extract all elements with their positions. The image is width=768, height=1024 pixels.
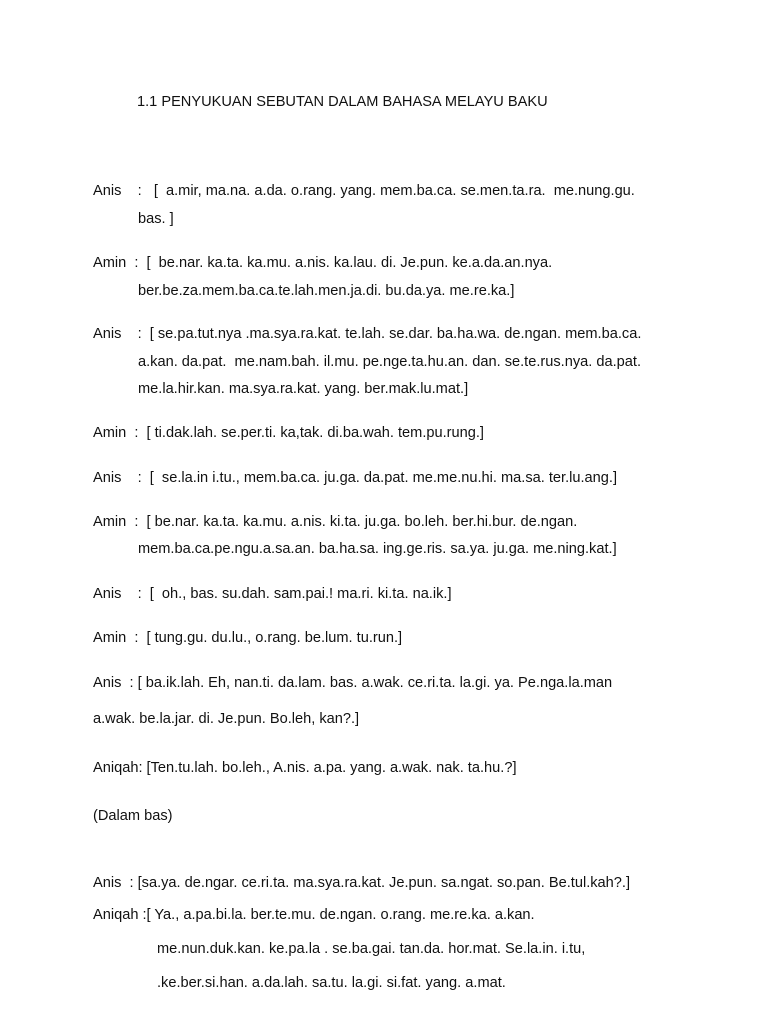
dialogue-line: a.wak. be.la.jar. di. Je.pun. Bo.leh, kan?.] <box>93 711 360 727</box>
dialogue-line: ber.be.za.mem.ba.ca.te.lah.men.ja.di. bu.da.ya. me.re.ka.] <box>138 283 515 299</box>
dialogue-line: me.nun.duk.kan. ke.pa.la . se.ba.gai. tan.da. hor.mat. Se.la.in. i.tu, <box>157 941 586 957</box>
dialogue-line: Anis : [ oh., bas. su.dah. sam.pai.! ma.ri. ki.ta. na.ik.] <box>93 586 452 602</box>
dialogue-line: Anis : [ se.la.in i.tu., mem.ba.ca. ju.ga. da.pat. me.me.nu.hi. ma.sa. ter.lu.ang.] <box>93 470 618 486</box>
scene-note: (Dalam bas) <box>93 808 173 824</box>
dialogue-line: Anis : [sa.ya. de.ngar. ce.ri.ta. ma.sya.ra.kat. Je.pun. sa.ngat. so.pan. Be.tul.kah?.] <box>93 875 631 891</box>
dialogue-line: Anis : [ a.mir, ma.na. a.da. o.rang. yang. mem.ba.ca. se.men.ta.ra. me.nung.gu. <box>93 183 635 199</box>
dialogue-line: Amin : [ ti.dak.lah. se.per.ti. ka,tak. di.ba.wah. tem.pu.rung.] <box>93 425 484 441</box>
document-title: 1.1 PENYUKUAN SEBUTAN DALAM BAHASA MELAYU BAKU <box>137 94 548 110</box>
dialogue-line: .ke.ber.si.han. a.da.lah. sa.tu. la.gi. si.fat. yang. a.mat. <box>157 975 506 991</box>
dialogue-line: Aniqah: [Ten.tu.lah. bo.leh., A.nis. a.pa. yang. a.wak. nak. ta.hu.?] <box>93 760 517 776</box>
dialogue-line: Aniqah :[ Ya., a.pa.bi.la. ber.te.mu. de.ngan. o.rang. me.re.ka. a.kan. <box>93 907 535 923</box>
dialogue-line: Amin : [ be.nar. ka.ta. ka.mu. a.nis. ka.lau. di. Je.pun. ke.a.da.an.nya. <box>93 255 553 271</box>
dialogue-line: Anis : [ ba.ik.lah. Eh, nan.ti. da.lam. bas. a.wak. ce.ri.ta. la.gi. ya. Pe.nga.la.man <box>93 675 613 691</box>
dialogue-line: Anis : [ se.pa.tut.nya .ma.sya.ra.kat. te.lah. se.dar. ba.ha.wa. de.ngan. mem.ba.ca. <box>93 326 642 342</box>
dialogue-line: Amin : [ tung.gu. du.lu., o.rang. be.lum. tu.run.] <box>93 630 403 646</box>
dialogue-line: a.kan. da.pat. me.nam.bah. il.mu. pe.nge.ta.hu.an. dan. se.te.rus.nya. da.pat. <box>138 354 641 370</box>
dialogue-line: mem.ba.ca.pe.ngu.a.sa.an. ba.ha.sa. ing.ge.ris. sa.ya. ju.ga. me.ning.kat.] <box>138 541 617 557</box>
dialogue-line: me.la.hir.kan. ma.sya.ra.kat. yang. ber.mak.lu.mat.] <box>138 381 469 397</box>
dialogue-line: bas. ] <box>138 211 174 227</box>
dialogue-line: Amin : [ be.nar. ka.ta. ka.mu. a.nis. ki.ta. ju.ga. bo.leh. ber.hi.bur. de.ngan. <box>93 514 578 530</box>
